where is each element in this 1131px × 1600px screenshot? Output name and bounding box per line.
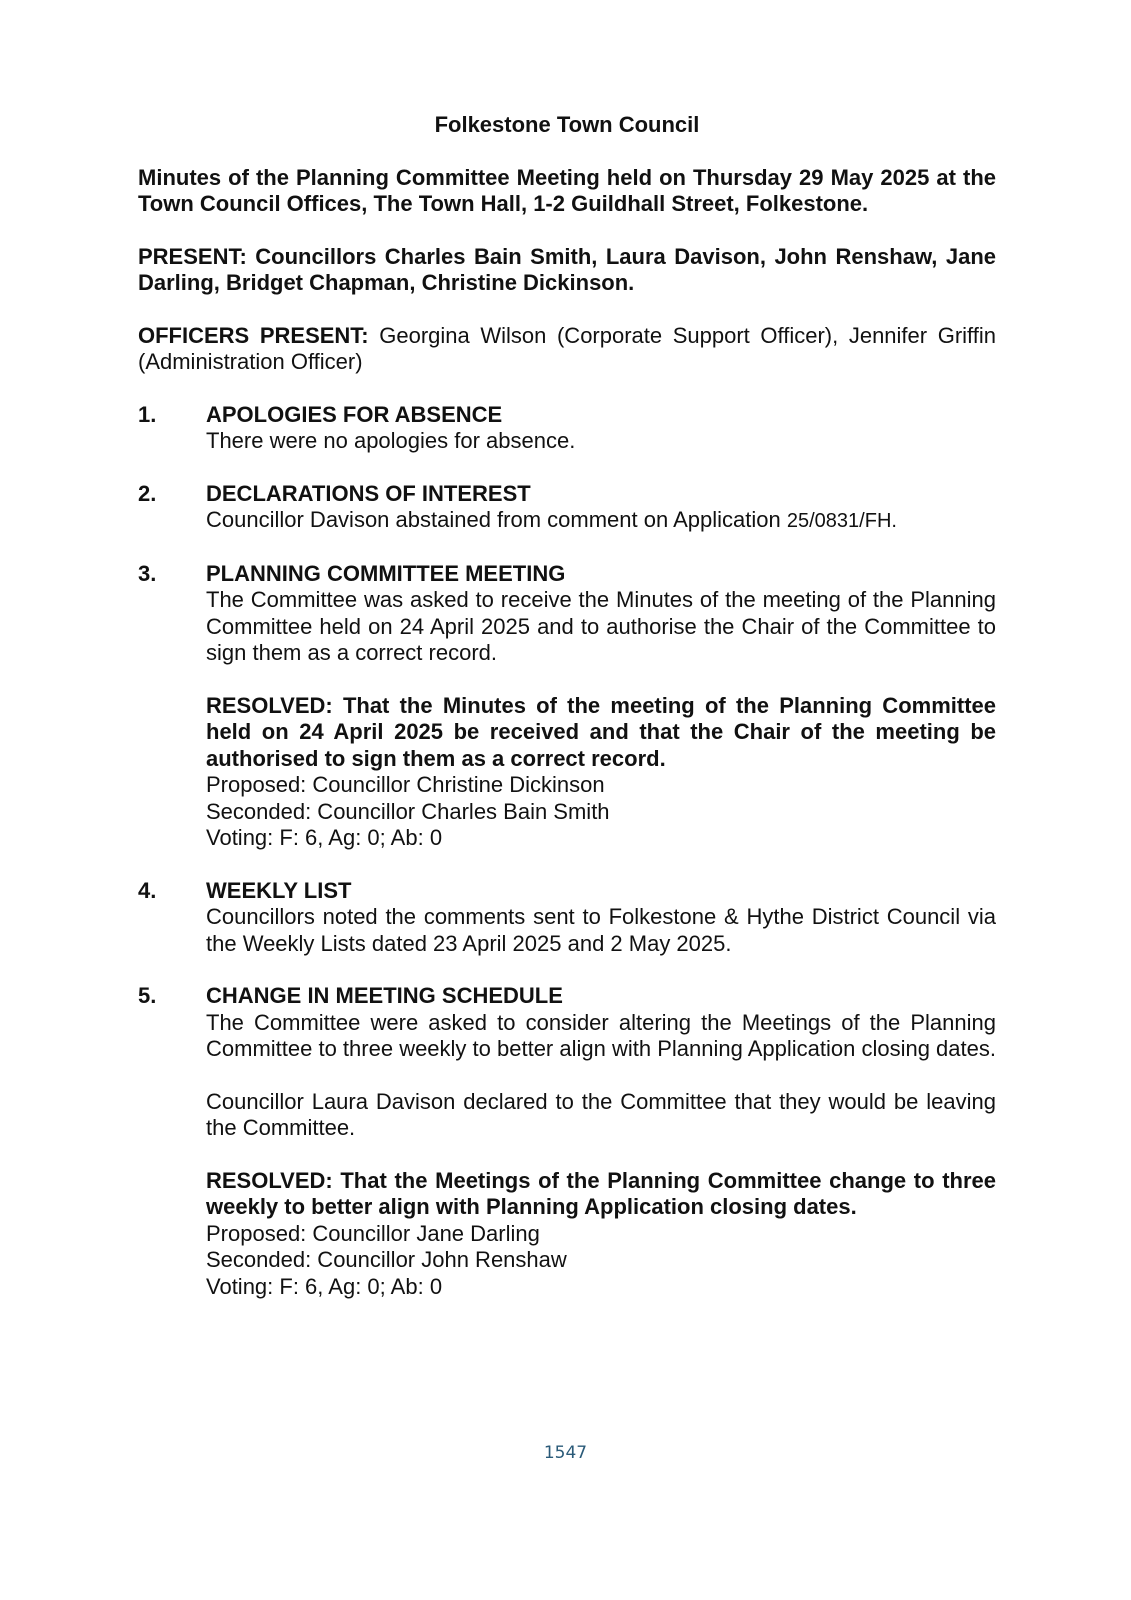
- item-heading: CHANGE IN MEETING SCHEDULE: [206, 983, 563, 1008]
- page-number: 1547: [543, 1443, 588, 1463]
- item-number: 4.: [138, 877, 157, 903]
- seconded-line: Seconded: Councillor Charles Bain Smith: [206, 798, 610, 824]
- present-section: [138, 244, 996, 297]
- officers-section: [138, 323, 996, 376]
- item-heading: DECLARATIONS OF INTEREST: [206, 480, 531, 506]
- voting-line: Voting: F: 6, Ag: 0; Ab: 0: [206, 825, 443, 850]
- item-number: 5.: [138, 983, 157, 1008]
- officers-label: OFFICERS PRESENT:: [138, 322, 369, 348]
- item-text: Councillors noted the comments sent to Folkestone & Hythe District Council via the Weekly Lists dated 23 April 2025 and 2 May 2025.: [206, 904, 996, 956]
- item-text: [206, 507, 996, 535]
- minutes-document: [138, 112, 996, 1326]
- agenda-item-4: [138, 878, 996, 958]
- officers-names: Georgina Wilson (Corporate Support Officer), Jennifer Griffin (Administration Officer): [138, 322, 996, 374]
- item-text: The Committee were asked to consider altering the Meetings of the Planning Committee to three weekly to better align with Planning Application closing dates.: [206, 1009, 996, 1061]
- present-label: PRESENT:: [138, 243, 247, 269]
- council-title: Folkestone Town Council: [434, 112, 700, 137]
- proposed-line: Proposed: Councillor Christine Dickinson: [206, 772, 605, 797]
- item-text: The Committee was asked to receive the Minutes of the meeting of the Planning Committee held on 24 April 2025 and to authorise the Chair of the Committee to sign them as a correct record.: [206, 587, 996, 665]
- proposed-line: Proposed: Councillor Jane Darling: [206, 1220, 540, 1246]
- item-number: 3.: [138, 560, 157, 586]
- present-names: Councillors Charles Bain Smith, Laura Davison, John Renshaw, Jane Darling, Bridget Chapman, Christine Dickinson.: [138, 243, 996, 295]
- item-number: 2.: [138, 480, 157, 506]
- minutes-heading: Minutes of the Planning Committee Meeting held on Thursday 29 May 2025 at the Town Council Offices, The Town Hall, 1-2 Guildhall Street, Folkestone.: [138, 164, 996, 216]
- agenda-item-1: [138, 402, 996, 455]
- item-heading: APOLOGIES FOR ABSENCE: [206, 401, 503, 427]
- seconded-line: Seconded: Councillor John Renshaw: [206, 1247, 567, 1272]
- item-number: 1.: [138, 401, 157, 427]
- application-reference: 25/0831/FH.: [786, 510, 897, 532]
- agenda-item-5: [138, 983, 996, 1300]
- item-heading: PLANNING COMMITTEE MEETING: [206, 560, 566, 586]
- resolution-text: RESOLVED: That the Meetings of the Planning Committee change to three weekly to better align with Planning Application closing dates.: [206, 1167, 996, 1219]
- agenda-item-3: [138, 561, 996, 852]
- item-text-secondary: Councillor Laura Davison declared to the Committee that they would be leaving the Committee.: [206, 1088, 996, 1140]
- agenda-item-2: [138, 481, 996, 535]
- declaration-text: Councillor Davison abstained from comment on Application: [206, 507, 781, 532]
- resolution-text: RESOLVED: That the Minutes of the meeting of the Planning Committee held on 24 April 2025 be received and that the Chair of the meeting be authorised to sign them as a correct record.: [206, 692, 996, 771]
- voting-line: Voting: F: 6, Ag: 0; Ab: 0: [206, 1273, 443, 1299]
- item-text: There were no apologies for absence.: [206, 428, 576, 453]
- item-heading: WEEKLY LIST: [206, 877, 352, 903]
- paragraph-gap: [206, 1063, 996, 1089]
